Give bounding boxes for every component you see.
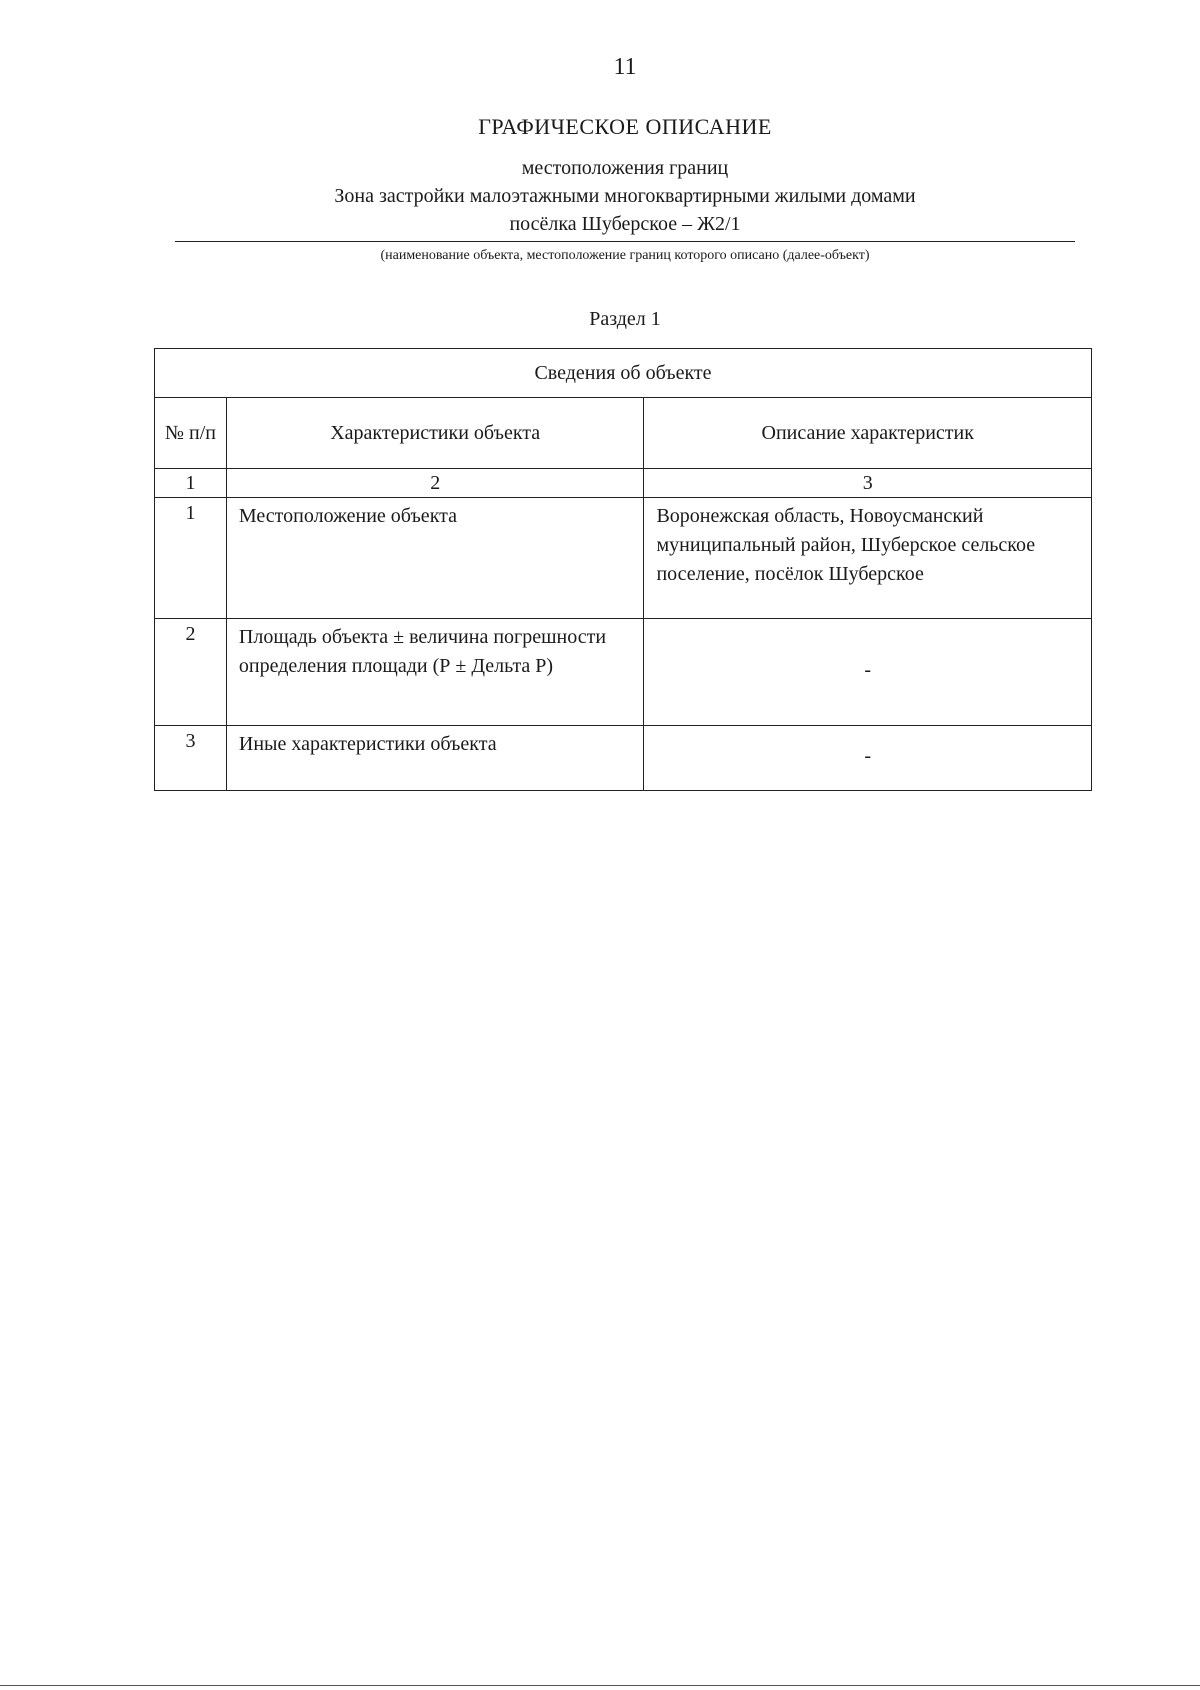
column-header-characteristic: Характеристики объекта [226, 398, 644, 469]
table-header: Сведения об объекте [155, 349, 1092, 398]
subtitle-line-2: Зона застройки малоэтажными многоквартирными жилыми домами [334, 185, 916, 207]
object-caption: (наименование объекта, местоположение границ которого описано (далее-объект) [380, 248, 870, 263]
table-row [155, 619, 1092, 726]
column-number: 3 [644, 469, 1092, 498]
table-row [155, 498, 1092, 619]
page-number: 11 [613, 54, 637, 80]
subtitle-line-1: местоположения границ [521, 157, 729, 179]
column-header-description: Описание характеристик [644, 398, 1092, 469]
row-description: - [644, 726, 1092, 791]
row-characteristic: Местоположение объекта [226, 498, 644, 619]
document-title: ГРАФИЧЕСКОЕ ОПИСАНИЕ [478, 114, 772, 139]
page-bottom-edge [0, 1685, 1200, 1686]
column-number: 2 [226, 469, 644, 498]
row-number: 2 [155, 619, 227, 726]
title-underline [175, 241, 1075, 242]
row-description: Воронежская область, Новоусманский муниципальный район, Шуберское сельское поселение, посёлок Шуберское [644, 498, 1092, 619]
section-label: Раздел 1 [589, 308, 661, 330]
column-number: 1 [155, 469, 227, 498]
object-info-table [154, 348, 1092, 791]
row-characteristic: Иные характеристики объекта [226, 726, 644, 791]
subtitle-block [175, 154, 1075, 238]
row-characteristic: Площадь объекта ± величина погрешности определения площади (Р ± Дельта Р) [226, 619, 644, 726]
table-row [155, 726, 1092, 791]
row-number: 3 [155, 726, 227, 791]
subtitle-line-3: посёлка Шуберское – Ж2/1 [509, 213, 741, 235]
column-header-num: № п/п [155, 398, 227, 469]
row-number: 1 [155, 498, 227, 619]
row-description: - [644, 619, 1092, 726]
